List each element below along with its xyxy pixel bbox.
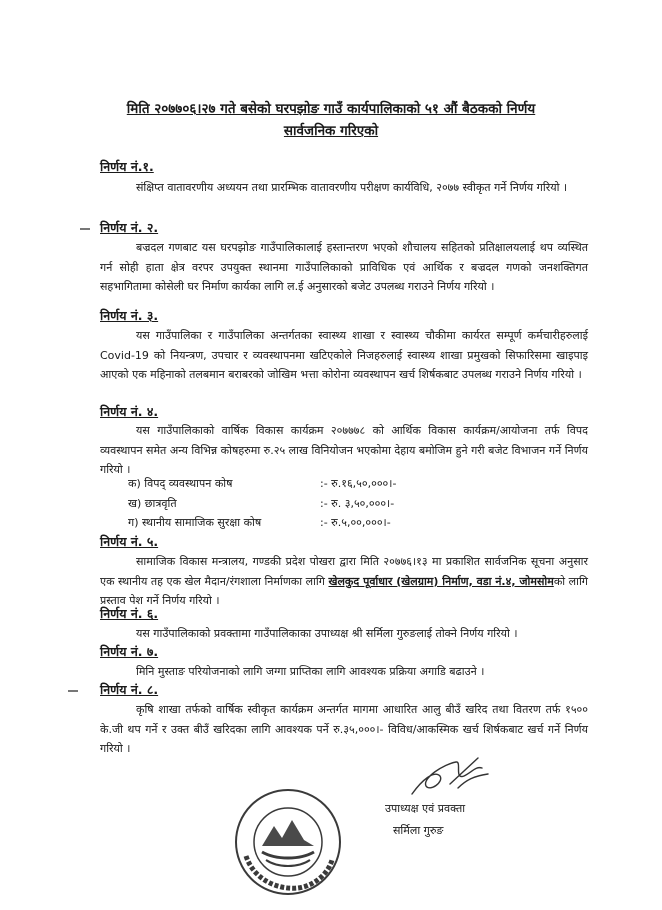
office-seal	[232, 786, 344, 898]
title-line-2: सार्वजनिक गरिएको	[283, 123, 379, 139]
decision-6-text: यस गाउँपालिकाको प्रवक्तामा गाउँपालिकाका उपाध्यक्ष श्री सर्मिला गुरुङलाई तोक्ने निर्णय गरियो ।	[136, 627, 518, 640]
decision-4-heading: निर्णय नं. ४.	[100, 404, 159, 419]
margin-mark	[68, 690, 78, 692]
decision-2-heading: निर्णय नं. २.	[100, 220, 159, 235]
allocation-row	[128, 476, 397, 492]
signatory-block	[385, 798, 465, 842]
decision-6-heading: निर्णय नं. ६.	[100, 606, 159, 621]
signature-scribble	[404, 750, 500, 804]
decision-1-heading: निर्णय नं.१.	[100, 159, 154, 174]
title-line-1: मिति २०७७०६।२७ गते बसेको घरपझोङ गाउँ कार्यपालिकाको ५१ औं बैठकको निर्णय	[126, 101, 536, 117]
decision-8-heading: निर्णय नं. ८.	[100, 682, 159, 697]
signatory-designation: उपाध्यक्ष एवं प्रवक्ता	[385, 802, 466, 815]
allocation-row	[128, 515, 391, 531]
decision-1-text: संक्षिप्त वातावरणीय अध्ययन तथा प्रारम्भिक वातावरणीय परीक्षण कार्यविधि, २०७७ स्वीकृत गर्ने निर्णय गरियो ।	[136, 181, 568, 194]
decision-5-text: सामाजिक विकास मन्त्रालय, गण्डकी प्रदेश पोखरा द्वारा मिति २०७७६।१३ मा प्रकाशित सार्वजनिक सूचना अनुसार एक स्थानीय तह एक खेल मैदान/रंगशाला निर्माणका लागि खेलकुद पूर्वाधार (खेलग्राम) निर्माण, वडा नं.४, जोमसोमको लागि प्रस्ताव पेश गर्ने निर्णय गरियो ।	[100, 555, 588, 607]
decision-2-text: बज्रदल गणबाट यस घरपझोङ गाउँपालिकालाई हस्तान्तरण भएको शौचालय सहितको प्रतिक्षालयलाई थप व्यस्थित गर्न सोही हाता क्षेत्र वरपर उपयुक्त स्थानमा गाउँपालिकाको प्राविधिक एवं आर्थिक र बज्रदल गणको जनशक्तिगत सहभागितामा कोसेली घर निर्माण कार्यका लागि ल.ई अनुसारको बजेट उपलब्ध गराउने निर्णय गरियो ।	[100, 241, 588, 293]
decision-3-text: यस गाउँपालिका र गाउँपालिका अन्तर्गतका स्वास्थ्य शाखा र स्वास्थ्य चौकीमा कार्यरत सम्पूर्ण कर्मचारीहरुलाई Covid-19 को नियन्त्रण, उपचार र व्यवस्थापनमा खटिएकोले निजहरुलाई स्वास्थ्य शाखा प्रमुखको सिफारिसमा खाइपाइ आएको एक महिनाको तलबमान बराबरको जोखिम भत्ता कोरोना व्यवस्थापन खर्च शिर्षकबाट उपलब्ध गराउने निर्णय गरियो ।	[100, 329, 588, 381]
allocation-label: ग) स्थानीय सामाजिक सुरक्षा कोष	[128, 516, 262, 529]
decision-7-text: मिनि मुस्ताङ परियोजनाको लागि जग्गा प्राप्तिका लागि आवश्यक प्रक्रिया अगाडि बढाउने ।	[136, 665, 485, 678]
decision-8-text: कृषि शाखा तर्फको वार्षिक स्वीकृत कार्यक्रम अन्तर्गत मागमा आधारित आलु बीउँ खरिद तथा वितरण तर्फ १५०० के.जी थप गर्ने र उक्त बीउँ खरिदका लागि आवश्यक पर्ने रु.३५,०००।- विविध/आकस्मिक खर्च शिर्षकबाट खर्च गर्ने निर्णय गरियो ।	[100, 703, 588, 755]
allocation-row	[128, 496, 395, 512]
decision-5-heading: निर्णय नं. ५.	[100, 534, 159, 549]
decision-3-heading: निर्णय नं. ३.	[100, 308, 159, 323]
decision-4-text: यस गाउँपालिकाको वार्षिक विकास कार्यक्रम २०७७७८ को आर्थिक विकास कार्यक्रम/आयोजना तर्फ विपद व्यवस्थापन समेत अन्य विभिन्न कोषहरुमा रु.२५ लाख विनियोजन भएकोमा देहाय बमोजिम हुने गरी बजेट विभाजन गर्ने निर्णय गरियो ।	[100, 424, 588, 476]
decision-7-heading: निर्णय नं. ७.	[100, 644, 159, 659]
allocation-label: ख) छात्रवृति	[128, 497, 177, 510]
margin-mark	[80, 228, 90, 230]
allocation-amount: :- रु. ३,५०,०००।-	[320, 497, 395, 510]
document-title	[60, 98, 602, 142]
allocation-amount: :- रु.५,००,०००।-	[320, 516, 391, 529]
allocation-label: क) विपद् व्यवस्थापन कोष	[128, 477, 233, 490]
allocation-amount: :- रु.१६,५०,०००।-	[320, 477, 397, 490]
decision-5-project-name: खेलकुद पूर्वाधार (खेलग्राम) निर्माण, वडा नं.४, जोमसोम	[328, 574, 554, 588]
signatory-name: सर्मिला गुरुङ	[393, 824, 444, 837]
